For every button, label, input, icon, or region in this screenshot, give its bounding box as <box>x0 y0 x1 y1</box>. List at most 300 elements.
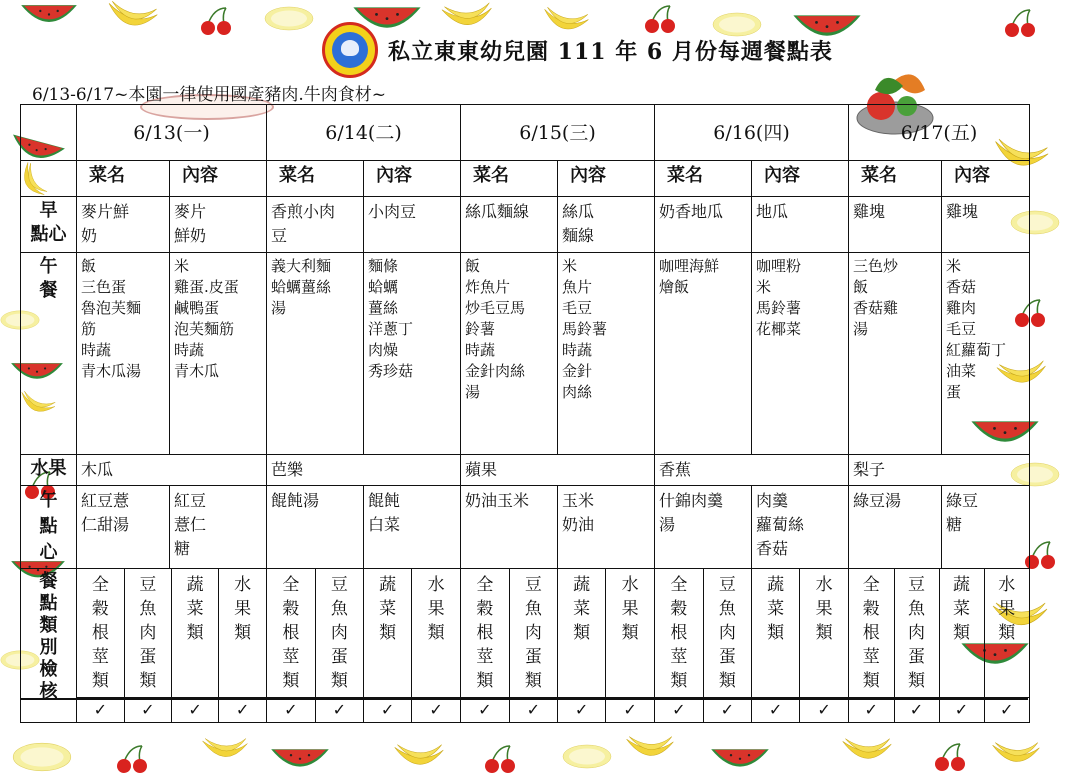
check-mark: ✓ <box>752 698 800 722</box>
text-line: 類 <box>91 671 109 691</box>
text-line: 蔬 <box>767 575 785 595</box>
lunch-dish-cell <box>849 253 942 455</box>
text-line: 水 <box>998 575 1016 595</box>
lemon-slice-icon <box>562 744 612 769</box>
dish-header: 菜名 <box>849 161 942 197</box>
text-line: 魯泡芙麵 <box>81 299 142 317</box>
text-line: 香菇雞 <box>853 299 899 317</box>
breakfast-dish-cell <box>267 197 364 253</box>
check-category <box>364 569 412 697</box>
text-line: 紅豆薏 <box>81 491 130 510</box>
check-mark: ✓ <box>623 700 637 719</box>
text-line: 白菜 <box>368 515 401 534</box>
text-line: 蔬 <box>186 575 204 595</box>
text-line: 魚 <box>139 599 157 619</box>
text-line: 米 <box>562 257 578 275</box>
check-category <box>606 569 654 697</box>
day-header: 6/16(四) <box>655 105 849 161</box>
text-line: 類 <box>621 623 639 643</box>
dish-header: 菜名 <box>461 161 558 197</box>
text-line: 蛋 <box>524 647 542 667</box>
text-line: 類 <box>767 623 785 643</box>
cherry-icon <box>196 6 236 36</box>
text-line: 麥片 <box>174 202 207 221</box>
check-category <box>461 569 509 697</box>
text-line: 蛋 <box>908 647 925 667</box>
banana-icon <box>392 742 446 774</box>
check-mark: ✓ <box>235 700 250 719</box>
text-line: 紅蘿蔔丁 <box>946 341 1007 359</box>
check-mark: ✓ <box>849 698 894 722</box>
text-line: 莖 <box>862 647 880 667</box>
watermelon-icon <box>270 748 330 775</box>
text-line: 莖 <box>670 647 688 667</box>
day-header: 6/13(一) <box>77 105 267 161</box>
check-category <box>703 569 751 697</box>
text-line: 蛤蠣薑絲 <box>271 278 332 296</box>
lunch-content-cell <box>558 253 655 455</box>
check-group <box>77 569 267 698</box>
text-line: 水 <box>427 575 445 595</box>
content-header: 內容 <box>170 161 267 197</box>
check-mark-group <box>655 698 849 723</box>
text-line: 花椰菜 <box>756 320 802 338</box>
corner-cell <box>21 105 77 161</box>
check-category <box>849 569 894 697</box>
text-line: 穀 <box>282 599 300 619</box>
text-line: 肉羹 <box>756 491 789 510</box>
text-line: 魚 <box>718 599 736 619</box>
check-category <box>939 569 984 697</box>
page-title: 私立東東幼兒園 111 年 6 月份每週餐點表 <box>388 38 833 65</box>
check-mark-group <box>267 698 461 723</box>
text-line: 奶香地瓜 <box>659 202 724 221</box>
breakfast-dish-cell <box>849 197 942 253</box>
text-line: 肉絲 <box>562 383 593 401</box>
text-line: 豆 <box>271 226 288 245</box>
text-line: 咖哩海鮮 <box>659 257 720 275</box>
snack-content-cell <box>170 486 267 569</box>
check-mark: ✓ <box>429 700 443 719</box>
text-line: 糖 <box>946 515 963 534</box>
text-line: 蛤蠣 <box>368 278 399 296</box>
text-line: 根 <box>476 623 494 643</box>
lunch-dish-cell <box>461 253 558 455</box>
breakfast-dish-cell <box>655 197 752 253</box>
text-line: 點心 <box>30 224 67 245</box>
text-line: 魚片 <box>562 278 593 296</box>
text-line: 鮮奶 <box>174 226 207 245</box>
text-line: 早 <box>39 200 58 221</box>
check-mark: ✓ <box>1000 700 1014 719</box>
text-line: 類 <box>139 671 157 691</box>
snack-content-cell <box>942 486 1030 569</box>
text-line: 午 <box>39 490 58 511</box>
text-line: 仁甜湯 <box>81 515 130 534</box>
day-header: 6/15(三) <box>461 105 655 161</box>
content-header: 內容 <box>364 161 461 197</box>
text-line: 穀 <box>862 599 880 619</box>
check-mark: ✓ <box>267 698 315 722</box>
text-line: 類 <box>186 623 204 643</box>
content-header: 內容 <box>558 161 655 197</box>
text-line: 菜 <box>186 599 204 619</box>
lunch-content-cell <box>942 253 1030 455</box>
text-line: 類 <box>718 671 736 691</box>
day-header: 6/14(二) <box>267 105 461 161</box>
text-line: 肉 <box>908 623 925 643</box>
text-line: 心 <box>39 542 58 563</box>
check-group <box>267 569 461 698</box>
text-line: 薑絲 <box>368 299 399 317</box>
cherry-icon <box>112 744 152 774</box>
lunch-dish-cell <box>267 253 364 455</box>
text-line: 根 <box>862 623 880 643</box>
text-line: 奶油 <box>562 515 595 534</box>
text-line: 核 <box>39 681 58 702</box>
text-line: 金針 <box>562 362 593 380</box>
kindergarten-logo <box>322 22 378 78</box>
text-line: 蔬 <box>573 575 591 595</box>
text-line: 香煎小肉 <box>271 202 336 221</box>
text-line: 穀 <box>91 599 109 619</box>
header <box>322 22 833 78</box>
day-header: 6/17(五) <box>849 105 1030 161</box>
text-line: 穀 <box>476 599 494 619</box>
text-line: 果 <box>815 599 833 619</box>
text-line: 小肉豆 <box>368 202 417 221</box>
text-line: 奶油玉米 <box>465 491 530 510</box>
text-line: 類 <box>573 623 591 643</box>
text-line: 綠豆湯 <box>853 491 902 510</box>
text-line: 蘿蔔絲 <box>756 515 805 534</box>
breakfast-content-cell <box>558 197 655 253</box>
text-line: 糖 <box>174 539 191 558</box>
text-line: 油菜 <box>946 362 977 380</box>
check-category <box>655 569 703 697</box>
content-header: 內容 <box>942 161 1030 197</box>
text-line: 飯 <box>853 278 869 296</box>
text-line: 莖 <box>282 647 300 667</box>
check-group <box>849 569 1030 698</box>
text-line: 奶 <box>81 226 98 245</box>
table-bottom-border <box>20 698 1028 700</box>
banana-icon <box>624 734 676 765</box>
text-line: 類 <box>524 671 542 691</box>
text-line: 絲瓜 <box>562 202 595 221</box>
text-line: 菜 <box>767 599 785 619</box>
content-header: 內容 <box>752 161 849 197</box>
check-group <box>655 569 849 698</box>
snack-dish-cell <box>461 486 558 569</box>
check-category <box>894 569 939 697</box>
text-line: 炸魚片 <box>465 278 511 296</box>
text-line: 蔬 <box>379 575 397 595</box>
check-mark: ✓ <box>939 698 984 722</box>
dish-header: 菜名 <box>77 161 170 197</box>
text-line: 湯 <box>271 299 287 317</box>
text-line: 青木瓜湯 <box>81 362 142 380</box>
text-line: 蛋 <box>718 647 736 667</box>
watermelon-icon <box>710 748 770 775</box>
text-line: 全 <box>282 575 300 595</box>
text-line: 魚 <box>524 599 542 619</box>
check-category <box>77 569 124 697</box>
snack-content-cell <box>752 486 849 569</box>
text-line: 果 <box>621 599 639 619</box>
cherry-icon <box>930 742 970 772</box>
text-line: 餐 <box>39 571 58 592</box>
text-line: 餐 <box>39 280 58 301</box>
check-category <box>172 569 219 697</box>
check-category <box>315 569 363 697</box>
check-category <box>800 569 848 697</box>
text-line: 類 <box>476 671 494 691</box>
check-mark: ✓ <box>172 698 219 722</box>
text-line: 玉米 <box>562 491 595 510</box>
text-line: 時蔬 <box>81 341 112 359</box>
text-line: 別 <box>39 637 58 658</box>
cherry-icon <box>1000 8 1040 38</box>
text-line: 肉 <box>718 623 736 643</box>
text-line: 三色炒 <box>853 257 899 275</box>
text-line: 全 <box>91 575 109 595</box>
weekly-menu-table <box>20 104 1030 723</box>
lunch-dish-cell <box>77 253 170 455</box>
text-line: 雞肉 <box>946 299 977 317</box>
text-line: 果 <box>427 599 445 619</box>
text-line: 午 <box>39 256 58 277</box>
snack-dish-cell <box>655 486 752 569</box>
text-line: 魚 <box>330 599 348 619</box>
check-mark: ✓ <box>655 698 703 722</box>
cherry-icon <box>480 744 520 774</box>
check-group <box>461 569 655 698</box>
check-mark: ✓ <box>461 698 509 722</box>
text-line: 餛飩湯 <box>271 491 320 510</box>
text-line: 金針肉絲 <box>465 362 526 380</box>
text-line: 果 <box>234 599 252 619</box>
banana-icon <box>200 736 250 766</box>
text-line: 秀珍菇 <box>368 362 414 380</box>
breakfast-dish-cell <box>77 197 170 253</box>
text-line: 類 <box>670 671 688 691</box>
text-line: 菜 <box>573 599 591 619</box>
text-line: 飯 <box>465 257 481 275</box>
breakfast-content-cell <box>364 197 461 253</box>
lunch-content-cell <box>364 253 461 455</box>
check-category <box>412 569 460 697</box>
check-category <box>219 569 266 697</box>
text-line: 肉 <box>139 623 157 643</box>
text-line: 蛋 <box>330 647 348 667</box>
text-line: 類 <box>234 623 252 643</box>
breakfast-dish-cell <box>461 197 558 253</box>
text-line: 根 <box>670 623 688 643</box>
row-label-breakfast <box>21 197 77 253</box>
text-line: 香菇 <box>946 278 977 296</box>
text-line: 鹹鴨蛋 <box>174 299 220 317</box>
check-mark: ✓ <box>703 698 751 722</box>
text-line: 雞塊 <box>853 202 886 221</box>
snack-dish-cell <box>849 486 942 569</box>
text-line: 類 <box>427 623 445 643</box>
text-line: 湯 <box>465 383 481 401</box>
text-line: 蛋 <box>946 383 962 401</box>
text-line: 水 <box>815 575 833 595</box>
text-line: 類 <box>330 671 348 691</box>
banana-icon <box>990 740 1042 771</box>
fruit-cell: 芭樂 <box>267 455 461 486</box>
text-line: 菜 <box>953 599 970 619</box>
corner-cell <box>21 161 77 197</box>
text-line: 豆 <box>908 575 925 595</box>
text-line: 肉燥 <box>368 341 399 359</box>
text-line: 什錦肉羹 <box>659 491 724 510</box>
check-mark: ✓ <box>364 698 412 722</box>
text-line: 三色蛋 <box>81 278 127 296</box>
dish-header: 菜名 <box>655 161 752 197</box>
check-category <box>267 569 315 697</box>
snack-content-cell <box>558 486 655 569</box>
check-mark: ✓ <box>817 700 831 719</box>
text-line: 菜 <box>379 599 397 619</box>
check-mark: ✓ <box>124 698 171 722</box>
banana-icon <box>102 0 162 40</box>
text-line: 薏仁 <box>174 515 207 534</box>
text-line: 豆 <box>524 575 542 595</box>
text-line: 果 <box>998 599 1016 619</box>
text-line: 類 <box>282 671 300 691</box>
text-line: 類 <box>908 671 925 691</box>
text-line: 米 <box>946 257 962 275</box>
text-line: 馬鈴薯 <box>756 299 802 317</box>
text-line: 炒毛豆馬 <box>465 299 526 317</box>
fruit-cell: 木瓜 <box>77 455 267 486</box>
check-mark: ✓ <box>509 698 557 722</box>
text-line: 豆 <box>330 575 348 595</box>
text-line: 紅豆 <box>174 491 207 510</box>
text-line: 時蔬 <box>174 341 205 359</box>
check-mark-group <box>461 698 655 723</box>
page-subtitle: 6/13-6/17~本園一律使用國產豬肉.牛肉食材~ <box>32 85 386 105</box>
text-line: 筋 <box>81 320 97 338</box>
text-line: 根 <box>282 623 300 643</box>
text-line: 時蔬 <box>562 341 593 359</box>
check-mark-group <box>849 698 1030 723</box>
snack-dish-cell <box>77 486 170 569</box>
text-line: 全 <box>476 575 494 595</box>
text-line: 根 <box>91 623 109 643</box>
text-line: 全 <box>862 575 880 595</box>
text-line: 肉 <box>330 623 348 643</box>
text-line: 燴飯 <box>659 278 690 296</box>
text-line: 鈴薯 <box>465 320 496 338</box>
text-line: 毛豆 <box>946 320 977 338</box>
text-line: 檢 <box>39 659 58 680</box>
text-line: 絲瓜麵線 <box>465 202 530 221</box>
fruit-cell: 蘋果 <box>461 455 655 486</box>
check-category <box>124 569 171 697</box>
text-line: 米 <box>174 257 190 275</box>
text-line: 咖哩粉 <box>756 257 802 275</box>
text-line: 肉 <box>524 623 542 643</box>
text-line: 莖 <box>476 647 494 667</box>
check-mark: ✓ <box>77 698 124 722</box>
text-line: 餛飩 <box>368 491 401 510</box>
text-line: 青木瓜 <box>174 362 220 380</box>
snack-dish-cell <box>267 486 364 569</box>
text-line: 麵線 <box>562 226 595 245</box>
lemon-slice-icon <box>264 6 314 31</box>
lunch-dish-cell <box>655 253 752 455</box>
text-line: 香菇 <box>756 539 789 558</box>
text-line: 穀 <box>670 599 688 619</box>
check-category <box>558 569 606 697</box>
text-line: 義大利麵 <box>271 257 332 275</box>
text-line: 水 <box>621 575 639 595</box>
banana-icon <box>840 736 894 768</box>
check-category <box>752 569 800 697</box>
snack-content-cell <box>364 486 461 569</box>
lunch-content-cell <box>170 253 267 455</box>
text-line: 毛豆 <box>562 299 593 317</box>
text-line: 類 <box>862 671 880 691</box>
dish-header: 菜名 <box>267 161 364 197</box>
check-mark: ✓ <box>558 698 606 722</box>
text-line: 全 <box>670 575 688 595</box>
breakfast-content-cell <box>752 197 849 253</box>
text-line: 馬鈴薯 <box>562 320 608 338</box>
text-line: 蛋 <box>139 647 157 667</box>
check-mark: ✓ <box>315 698 363 722</box>
text-line: 魚 <box>908 599 925 619</box>
text-line: 湯 <box>853 320 869 338</box>
text-line: 豆 <box>718 575 736 595</box>
text-line: 點 <box>39 516 58 537</box>
fruit-cell: 梨子 <box>849 455 1030 486</box>
lemon-slice-icon <box>12 742 72 772</box>
check-category <box>984 569 1029 697</box>
text-line: 類 <box>379 623 397 643</box>
check-category <box>509 569 557 697</box>
text-line: 蔬 <box>953 575 970 595</box>
text-line: 湯 <box>659 515 676 534</box>
row-label-lunch <box>21 253 77 455</box>
lunch-content-cell <box>752 253 849 455</box>
text-line: 類 <box>953 623 970 643</box>
text-line: 水 <box>234 575 252 595</box>
text-line: 綠豆 <box>946 491 979 510</box>
text-line: 雞塊 <box>946 202 979 221</box>
breakfast-content-cell <box>170 197 267 253</box>
breakfast-content-cell <box>942 197 1030 253</box>
text-line: 莖 <box>91 647 109 667</box>
text-line: 類 <box>39 615 58 636</box>
row-label-snack <box>21 486 77 569</box>
text-line: 豆 <box>139 575 157 595</box>
watermelon-icon <box>20 4 78 30</box>
text-line: 麥片鮮 <box>81 202 130 221</box>
text-line: 雞蛋.皮蛋 <box>174 278 239 296</box>
check-mark-group <box>77 698 267 723</box>
row-label-fruit: 水果 <box>21 455 77 486</box>
text-line: 類 <box>998 623 1016 643</box>
text-line: 麵條 <box>368 257 399 275</box>
text-line: 米 <box>756 278 772 296</box>
text-line: 地瓜 <box>756 202 789 221</box>
fruit-cell: 香蕉 <box>655 455 849 486</box>
